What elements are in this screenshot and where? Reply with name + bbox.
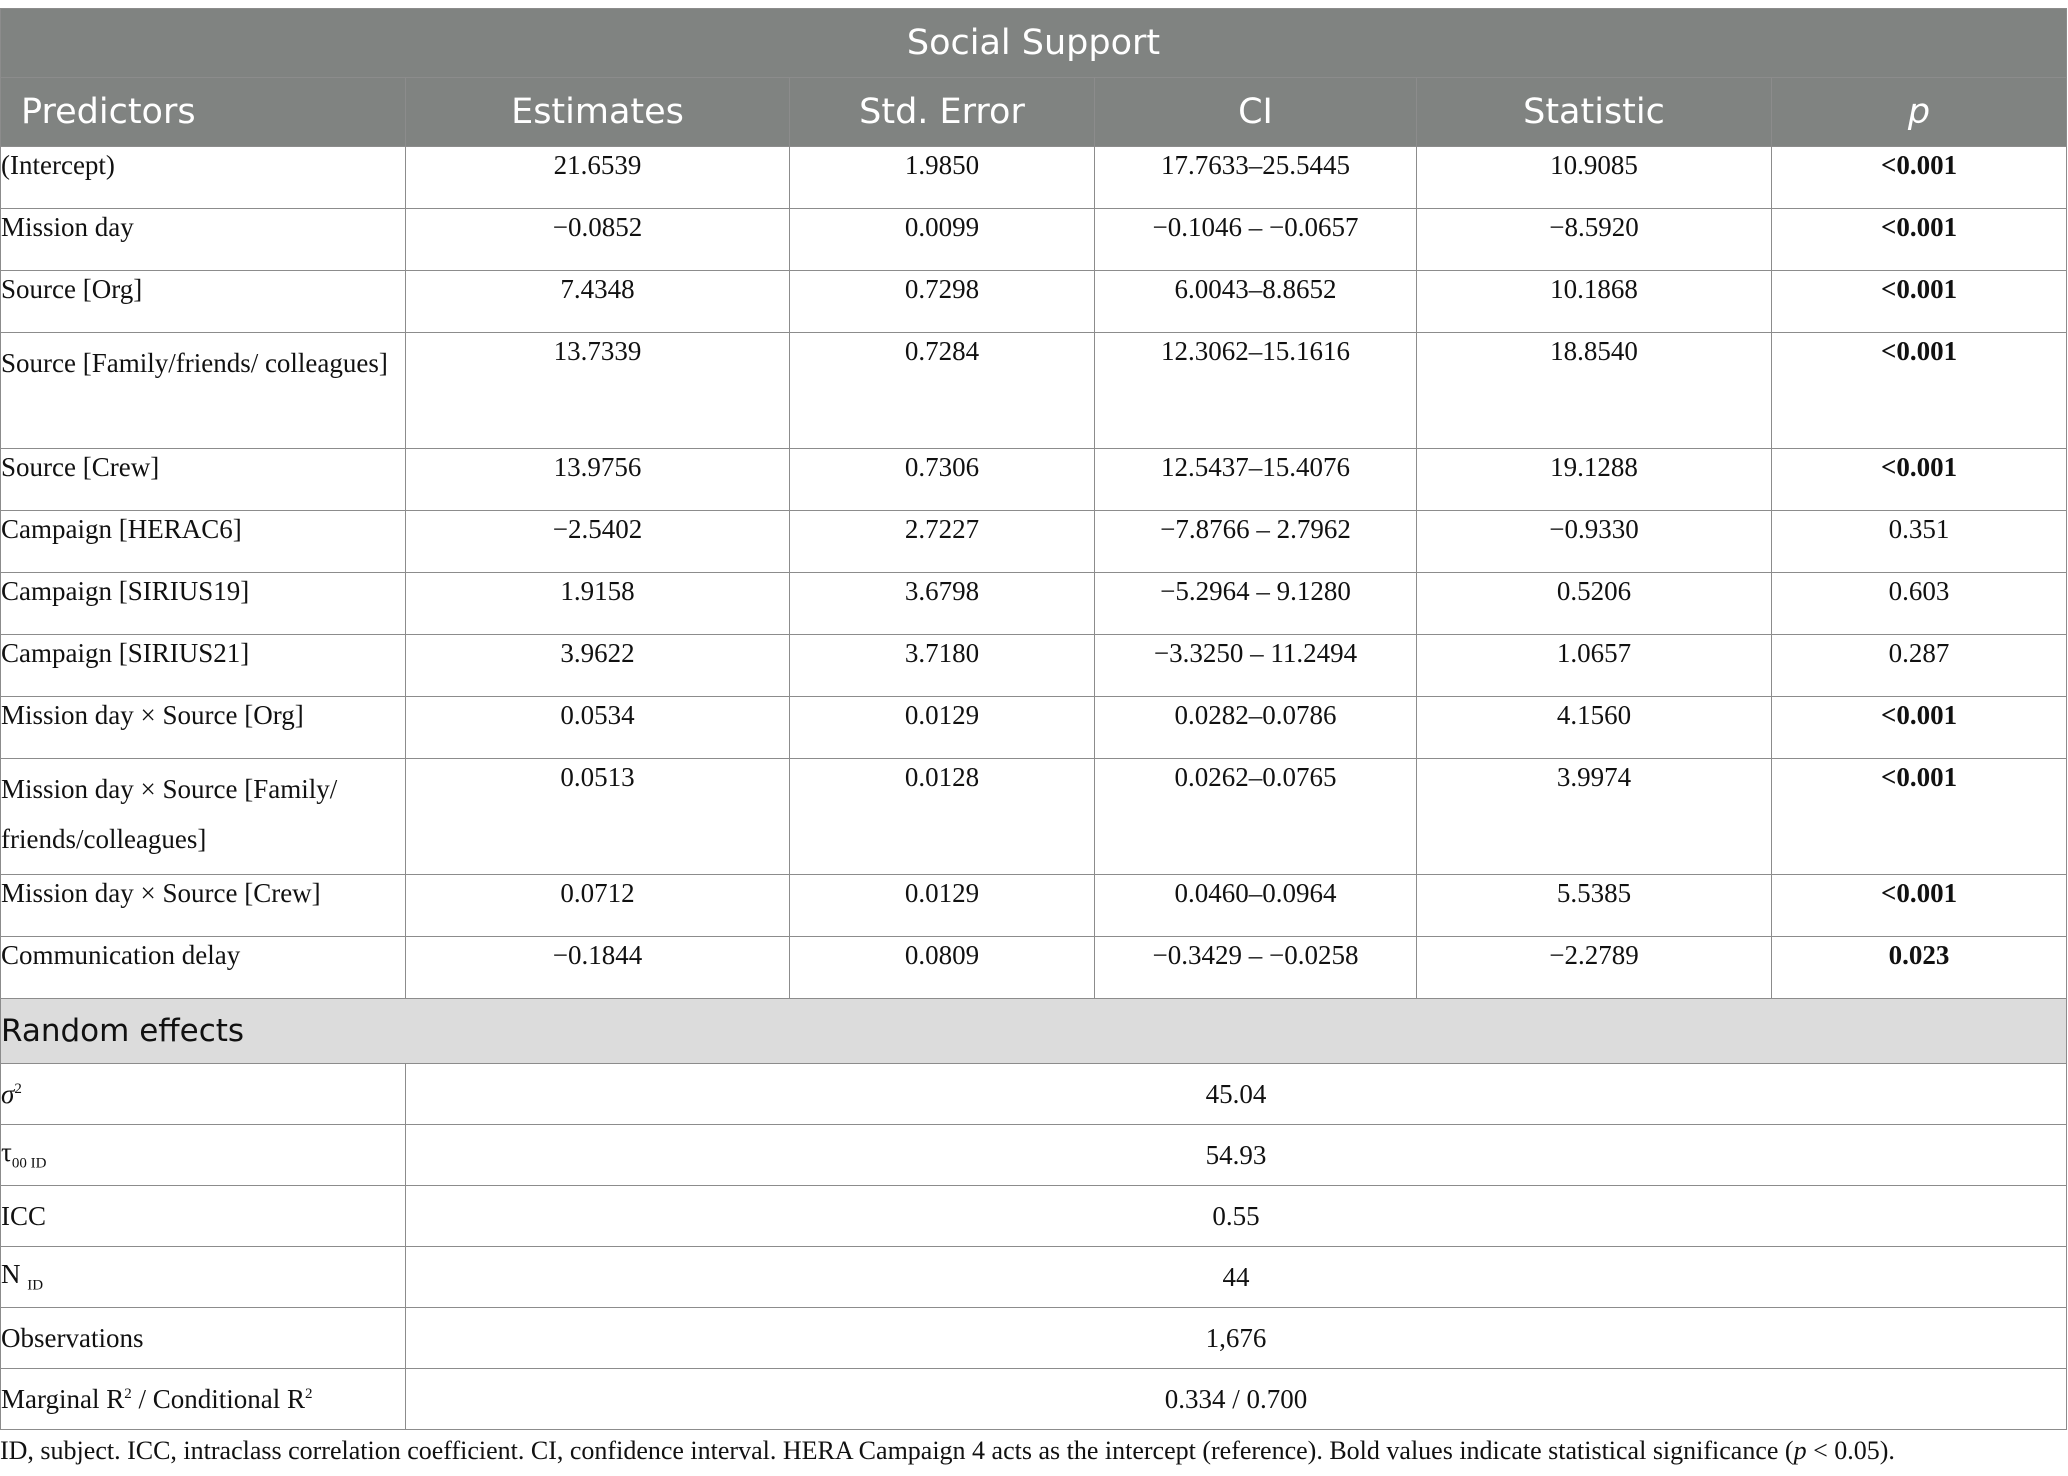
predictor-cell: Campaign [SIRIUS21]	[1, 635, 406, 697]
fixed-effects-body	[1, 147, 2067, 999]
statistic-cell: −8.5920	[1417, 209, 1772, 271]
predictor-cell: Mission day × Source [Crew]	[1, 875, 406, 937]
header-std-error: Std. Error	[790, 78, 1095, 147]
statistic-cell: 19.1288	[1417, 449, 1772, 511]
table-row	[1, 697, 2067, 759]
std-error-cell: 0.0809	[790, 937, 1095, 999]
table-row	[1, 1186, 2067, 1247]
estimate-cell: 13.7339	[406, 333, 790, 449]
p-value-cell: <0.001	[1772, 875, 2067, 937]
estimate-cell: 3.9622	[406, 635, 790, 697]
table-row	[1, 1125, 2067, 1186]
p-value-cell: 0.351	[1772, 511, 2067, 573]
observations-value: 1,676	[406, 1308, 2067, 1369]
tau-label	[1, 1125, 406, 1186]
r2-marginal-sup: 2	[124, 1385, 132, 1402]
statistic-cell: 4.1560	[1417, 697, 1772, 759]
table-row	[1, 759, 2067, 875]
r2-conditional-sup: 2	[305, 1385, 313, 1402]
std-error-cell: 0.7306	[790, 449, 1095, 511]
header-statistic: Statistic	[1417, 78, 1772, 147]
estimate-cell: 0.0534	[406, 697, 790, 759]
footnote-text: ID, subject. ICC, intraclass correlation coefficient. CI, confidence interval. HERA Campaign 4 acts as the intercept (reference). Bold values indicate statistical significance (	[0, 1436, 1794, 1465]
table-row	[1, 209, 2067, 271]
statistic-cell: 3.9974	[1417, 759, 1772, 875]
tau-value: 54.93	[406, 1125, 2067, 1186]
r2-value: 0.334 / 0.700	[406, 1369, 2067, 1430]
table-row	[1, 333, 2067, 449]
sigma-value: 45.04	[406, 1064, 2067, 1125]
predictor-cell: Source [Family/friends/ colleagues]	[1, 333, 406, 449]
r2-conditional-text: / Conditional R	[131, 1383, 306, 1414]
table-title-row	[1, 9, 2067, 78]
random-effects-section-row	[1, 999, 2067, 1064]
estimate-cell: 0.0513	[406, 759, 790, 875]
results-table	[0, 8, 2067, 1430]
statistic-cell: 18.8540	[1417, 333, 1772, 449]
sigma-superscript: 2	[14, 1080, 22, 1097]
table-row	[1, 1247, 2067, 1308]
table-row	[1, 875, 2067, 937]
sigma-label	[1, 1064, 406, 1125]
std-error-cell: 3.6798	[790, 573, 1095, 635]
statistic-cell: 5.5385	[1417, 875, 1772, 937]
table-row	[1, 635, 2067, 697]
n-label	[1, 1247, 406, 1308]
table-title: Social Support	[1, 9, 2067, 78]
predictor-cell: Source [Org]	[1, 271, 406, 333]
header-p: p	[1772, 78, 2067, 147]
p-value-cell: 0.287	[1772, 635, 2067, 697]
ci-cell: 12.5437–15.4076	[1095, 449, 1417, 511]
p-value-cell: <0.001	[1772, 449, 2067, 511]
sigma-symbol: σ	[1, 1078, 15, 1109]
predictor-cell: Communication delay	[1, 937, 406, 999]
footnote-p-symbol: p	[1793, 1436, 1807, 1465]
estimate-cell: −0.1844	[406, 937, 790, 999]
std-error-cell: 1.9850	[790, 147, 1095, 209]
table-row	[1, 1308, 2067, 1369]
ci-cell: −7.8766 – 2.7962	[1095, 511, 1417, 573]
n-value: 44	[406, 1247, 2067, 1308]
column-header-row	[1, 78, 2067, 147]
table-row	[1, 573, 2067, 635]
std-error-cell: 0.0099	[790, 209, 1095, 271]
std-error-cell: 2.7227	[790, 511, 1095, 573]
estimate-cell: 21.6539	[406, 147, 790, 209]
table-row	[1, 1369, 2067, 1430]
table-row	[1, 449, 2067, 511]
estimate-cell: −2.5402	[406, 511, 790, 573]
tau-subscript: 00 ID	[11, 1155, 47, 1172]
std-error-cell: 0.0129	[790, 697, 1095, 759]
results-table-container	[0, 8, 2066, 1430]
observations-label: Observations	[1, 1308, 406, 1369]
std-error-cell: 0.0129	[790, 875, 1095, 937]
random-effects-heading: Random effects	[1, 999, 2067, 1064]
estimate-cell: 13.9756	[406, 449, 790, 511]
table-row	[1, 1064, 2067, 1125]
ci-cell: 0.0460–0.0964	[1095, 875, 1417, 937]
p-value-cell: <0.001	[1772, 759, 2067, 875]
p-value-cell: <0.001	[1772, 209, 2067, 271]
p-value-cell: <0.001	[1772, 147, 2067, 209]
r2-label	[1, 1369, 406, 1430]
predictor-cell: Mission day	[1, 209, 406, 271]
predictor-cell: Source [Crew]	[1, 449, 406, 511]
icc-value: 0.55	[406, 1186, 2067, 1247]
p-value-cell: <0.001	[1772, 697, 2067, 759]
std-error-cell: 0.7298	[790, 271, 1095, 333]
std-error-cell: 0.0128	[790, 759, 1095, 875]
predictor-cell: Mission day × Source [Family/ friends/colleagues]	[1, 759, 406, 875]
statistic-cell: 10.1868	[1417, 271, 1772, 333]
icc-label: ICC	[1, 1186, 406, 1247]
estimate-cell: 1.9158	[406, 573, 790, 635]
std-error-cell: 3.7180	[790, 635, 1095, 697]
ci-cell: 17.7633–25.5445	[1095, 147, 1417, 209]
predictor-cell: Campaign [HERAC6]	[1, 511, 406, 573]
n-subscript: ID	[27, 1277, 44, 1294]
ci-cell: 6.0043–8.8652	[1095, 271, 1417, 333]
predictor-cell: Campaign [SIRIUS19]	[1, 573, 406, 635]
table-row	[1, 937, 2067, 999]
predictor-cell: Mission day × Source [Org]	[1, 697, 406, 759]
footnote-text-end: < 0.05).	[1806, 1436, 1895, 1465]
statistic-cell: 0.5206	[1417, 573, 1772, 635]
statistic-cell: 1.0657	[1417, 635, 1772, 697]
header-estimates: Estimates	[406, 78, 790, 147]
p-value-cell: 0.023	[1772, 937, 2067, 999]
random-effects-body	[1, 999, 2067, 1430]
p-value-cell: 0.603	[1772, 573, 2067, 635]
predictor-cell: (Intercept)	[1, 147, 406, 209]
statistic-cell: −2.2789	[1417, 937, 1772, 999]
ci-cell: 0.0262–0.0765	[1095, 759, 1417, 875]
ci-cell: −0.1046 – −0.0657	[1095, 209, 1417, 271]
table-footnote	[0, 1436, 2066, 1466]
statistic-cell: 10.9085	[1417, 147, 1772, 209]
ci-cell: −5.2964 – 9.1280	[1095, 573, 1417, 635]
n-symbol: N	[1, 1259, 21, 1290]
r2-marginal-text: Marginal R	[1, 1383, 125, 1414]
estimate-cell: 0.0712	[406, 875, 790, 937]
ci-cell: −3.3250 – 11.2494	[1095, 635, 1417, 697]
tau-symbol: τ	[1, 1137, 12, 1168]
estimate-cell: 7.4348	[406, 271, 790, 333]
estimate-cell: −0.0852	[406, 209, 790, 271]
std-error-cell: 0.7284	[790, 333, 1095, 449]
table-row	[1, 511, 2067, 573]
ci-cell: 12.3062–15.1616	[1095, 333, 1417, 449]
table-row	[1, 147, 2067, 209]
header-ci: CI	[1095, 78, 1417, 147]
statistic-cell: −0.9330	[1417, 511, 1772, 573]
header-predictors: Predictors	[1, 78, 406, 147]
table-row	[1, 271, 2067, 333]
ci-cell: −0.3429 – −0.0258	[1095, 937, 1417, 999]
p-value-cell: <0.001	[1772, 333, 2067, 449]
p-value-cell: <0.001	[1772, 271, 2067, 333]
ci-cell: 0.0282–0.0786	[1095, 697, 1417, 759]
